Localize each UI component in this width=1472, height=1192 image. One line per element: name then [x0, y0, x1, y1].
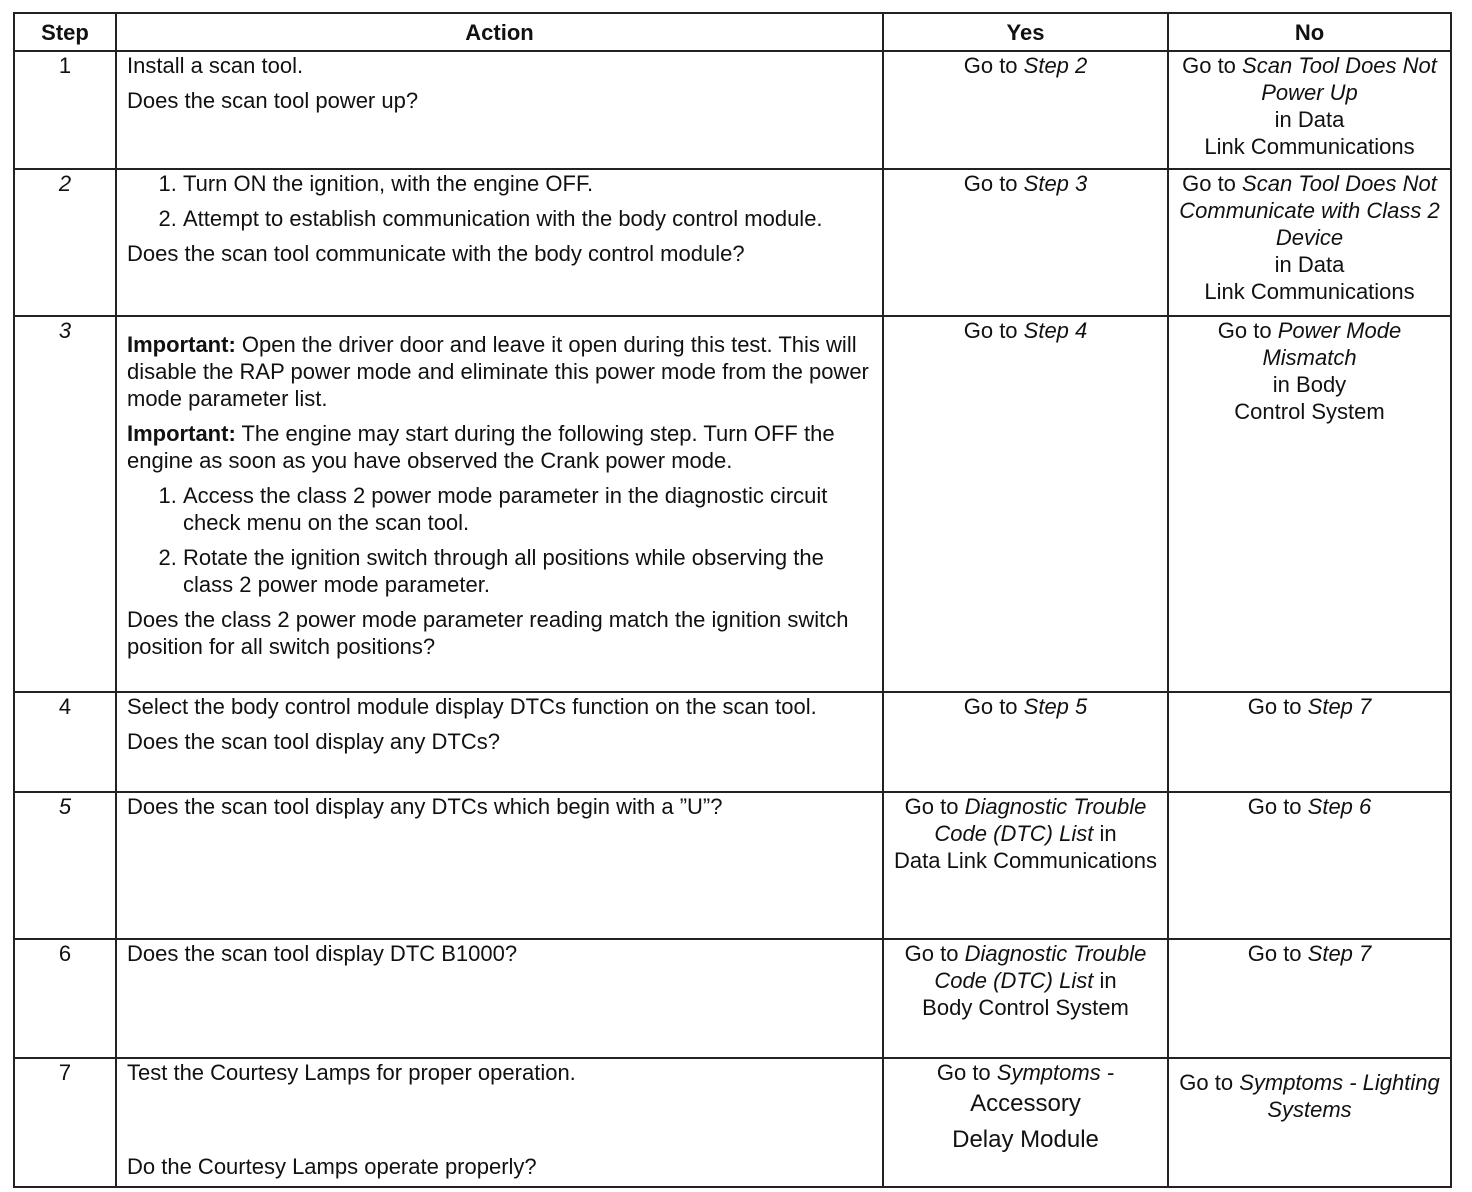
no-cell [1168, 792, 1451, 939]
yes-link[interactable]: Diagnostic Trouble Code (DTC) List [934, 941, 1147, 993]
no-link[interactable]: Step 7 [1307, 694, 1372, 719]
action-question: Does the scan tool power up? [127, 88, 419, 113]
yes-post: Body Control System [922, 995, 1129, 1020]
no-post: Link Communications [1204, 279, 1415, 304]
yes-cell [883, 692, 1168, 792]
step-number: 2 [14, 169, 116, 316]
no-link[interactable]: Scan Tool Does Not Communicate with Class 2 Device [1179, 171, 1440, 250]
no-cell [1168, 316, 1451, 692]
yes-prefix: Go to [904, 941, 965, 966]
no-mid: in Body [1272, 372, 1347, 397]
table-row [14, 169, 1451, 316]
yes-link[interactable]: Step 4 [1023, 318, 1088, 343]
no-prefix: Go to [1247, 694, 1308, 719]
yes-post: Data Link Communications [894, 848, 1157, 873]
no-link[interactable]: Step 6 [1307, 794, 1372, 819]
yes-link[interactable]: Step 3 [1023, 171, 1088, 196]
header-row [14, 13, 1451, 51]
action-question: Does the scan tool communicate with the body control module? [127, 241, 745, 266]
table-row [14, 1058, 1451, 1187]
header-no: No [1168, 13, 1451, 51]
yes-prefix: Go to [904, 794, 965, 819]
important-label: Important: [127, 421, 236, 446]
action-cell [116, 51, 883, 169]
action-text: Select the body control module display DTCs function on the scan tool. [127, 694, 817, 719]
action-question: Does the scan tool display DTC B1000? [127, 941, 518, 966]
yes-link[interactable]: Symptoms - [996, 1060, 1115, 1085]
no-cell [1168, 169, 1451, 316]
step-number: 6 [14, 939, 116, 1058]
action-question: Do the Courtesy Lamps operate properly? [127, 1154, 537, 1179]
header-action: Action [116, 13, 883, 51]
yes-prefix: Go to [963, 53, 1024, 78]
no-cell [1168, 51, 1451, 169]
step-number: 3 [14, 316, 116, 692]
table-row [14, 692, 1451, 792]
no-cell [1168, 692, 1451, 792]
no-prefix: Go to [1247, 794, 1308, 819]
yes-link[interactable]: Diagnostic Trouble Code (DTC) List [934, 794, 1147, 846]
no-mid: in Data [1274, 252, 1345, 277]
action-question: Does the scan tool display any DTCs? [127, 729, 500, 754]
step-number: 1 [14, 51, 116, 169]
yes-line2: Accessory [970, 1090, 1081, 1117]
action-cell [116, 316, 883, 692]
yes-cell [883, 169, 1168, 316]
yes-cell [883, 792, 1168, 939]
no-mid: in Data [1274, 107, 1345, 132]
no-link[interactable]: Scan Tool Does Not Power Up [1242, 53, 1437, 105]
yes-cell [883, 316, 1168, 692]
action-text: Test the Courtesy Lamps for proper operation. [127, 1060, 576, 1085]
action-cell [116, 1058, 883, 1187]
action-cell [116, 692, 883, 792]
yes-prefix: Go to [963, 171, 1024, 196]
no-post: Link Communications [1204, 134, 1415, 159]
no-cell [1168, 939, 1451, 1058]
action-cell [116, 792, 883, 939]
yes-link[interactable]: Step 2 [1023, 53, 1088, 78]
yes-prefix: Go to [963, 694, 1024, 719]
yes-mid: in [1093, 968, 1117, 993]
step-number: 4 [14, 692, 116, 792]
action-list-item: 1. Turn ON the ignition, with the engine OFF. [183, 170, 872, 197]
table-row [14, 51, 1451, 169]
action-cell [116, 939, 883, 1058]
action-list-item: 2. Rotate the ignition switch through all positions while observing the class 2 power mode parameter. [183, 544, 872, 598]
no-prefix: Go to [1182, 53, 1243, 78]
action-list [127, 170, 872, 232]
no-link[interactable]: Power Mode Mismatch [1262, 318, 1402, 370]
yes-cell [883, 1058, 1168, 1187]
table-row [14, 792, 1451, 939]
important-note [127, 331, 872, 412]
no-link[interactable]: Step 7 [1307, 941, 1372, 966]
no-cell [1168, 1058, 1451, 1187]
yes-line3: Delay Module [952, 1126, 1099, 1153]
important-text: Open the driver door and leave it open during this test. This will disable the RAP power mode and eliminate this power mode from the power mode parameter list. [127, 332, 869, 411]
action-text: Install a scan tool. [127, 53, 304, 78]
yes-prefix: Go to [963, 318, 1024, 343]
no-link[interactable]: Symptoms - Lighting Systems [1239, 1070, 1440, 1122]
yes-link[interactable]: Step 5 [1023, 694, 1088, 719]
important-text: The engine may start during the following step. Turn OFF the engine as soon as you have observed the Crank power mode. [127, 421, 835, 473]
header-yes: Yes [883, 13, 1168, 51]
step-number: 7 [14, 1058, 116, 1187]
header-step: Step [14, 13, 116, 51]
action-list [127, 482, 872, 598]
no-prefix: Go to [1217, 318, 1278, 343]
table-row [14, 939, 1451, 1058]
yes-mid: in [1093, 821, 1117, 846]
no-prefix: Go to [1179, 1070, 1240, 1095]
action-list-item: 1. Access the class 2 power mode parameter in the diagnostic circuit check menu on the scan tool. [183, 482, 872, 536]
yes-cell [883, 939, 1168, 1058]
important-label: Important: [127, 332, 236, 357]
important-note [127, 420, 872, 474]
yes-cell [883, 51, 1168, 169]
no-prefix: Go to [1182, 171, 1243, 196]
action-question: Does the class 2 power mode parameter reading match the ignition switch position for all switch positions? [127, 607, 849, 659]
action-list-item: 2. Attempt to establish communication with the body control module. [183, 205, 872, 232]
diagnostic-table [13, 12, 1452, 1188]
action-cell [116, 169, 883, 316]
step-number: 5 [14, 792, 116, 939]
yes-prefix: Go to [936, 1060, 997, 1085]
no-prefix: Go to [1247, 941, 1308, 966]
no-post: Control System [1234, 399, 1385, 424]
action-question: Does the scan tool display any DTCs which begin with a ”U”? [127, 794, 723, 819]
table-row [14, 316, 1451, 692]
